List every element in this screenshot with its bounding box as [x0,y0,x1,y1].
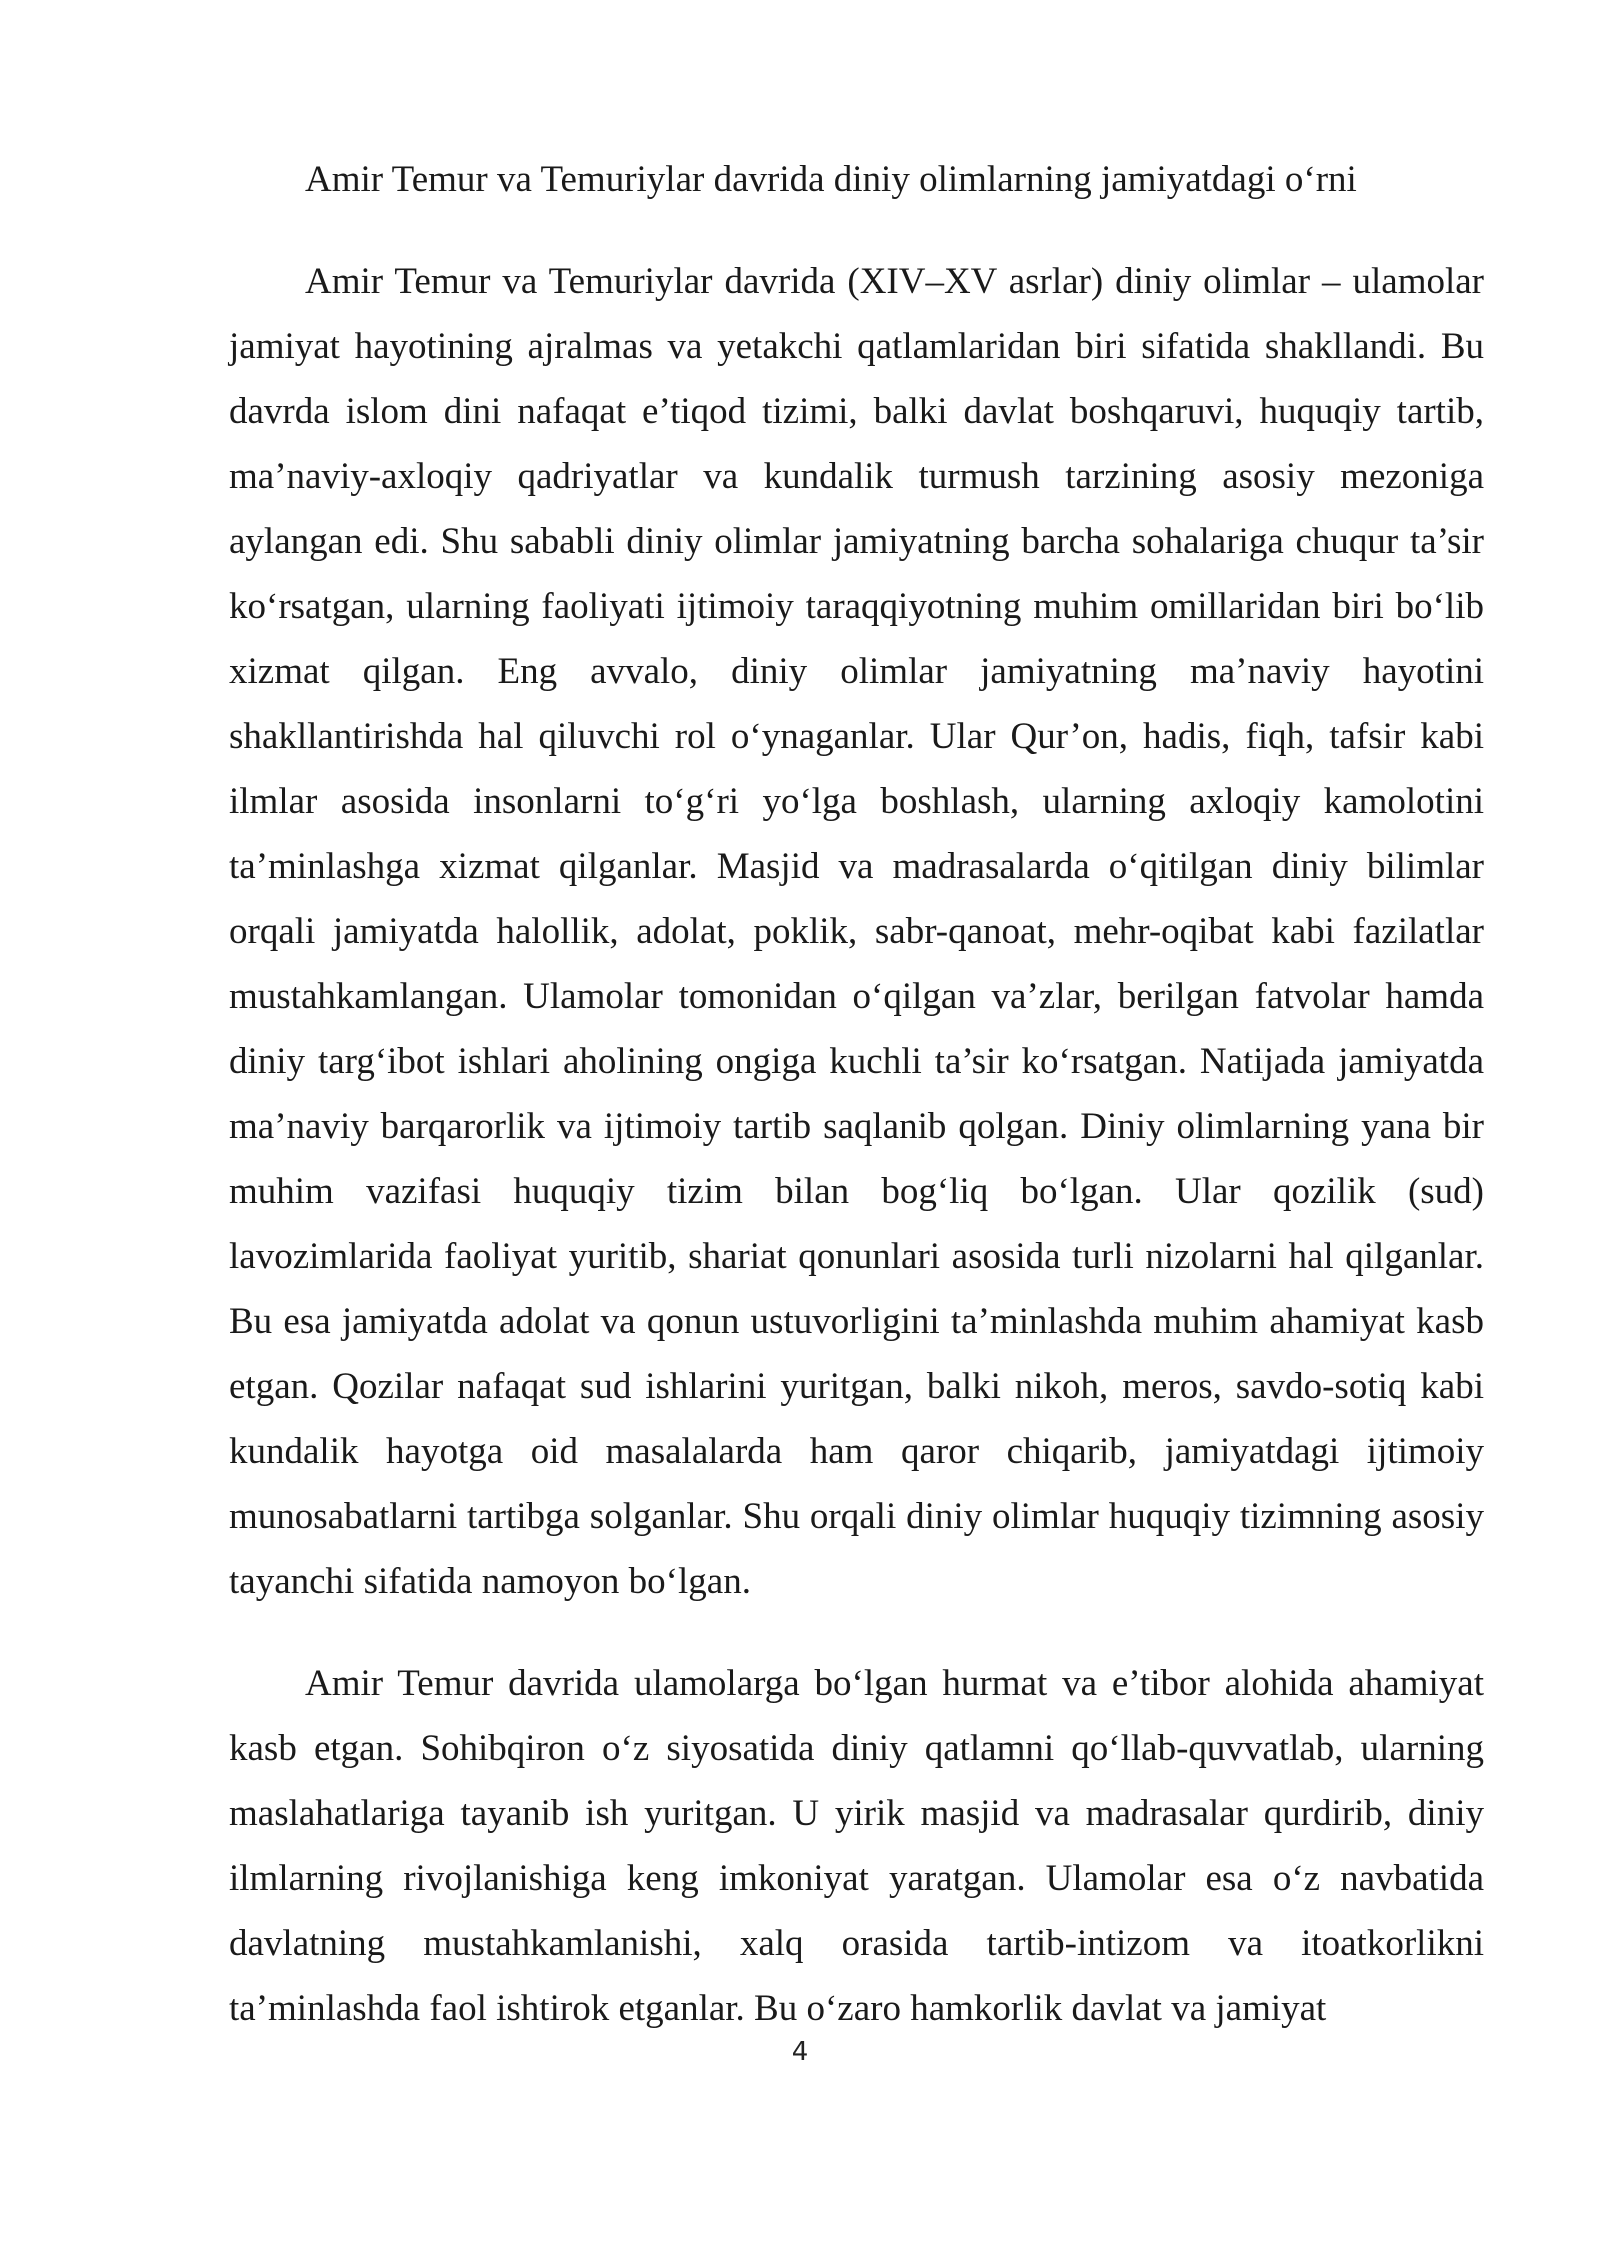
document-title: Amir Temur va Temuriylar davrida diniy olimlarning jamiyatdagi o‘rni [305,159,1357,200]
paragraph-2: Amir Temur davrida ulamolarga bo‘lgan hurmat va e’tibor alohida ahamiyat kasb etgan. Sohibqiron o‘z siyosatida diniy qatlamni qo‘llab-quvvatlab, ularning maslahatlariga tayanib ish yuritgan. U yirik masjid va madrasalar qurdirib, diniy ilmlarning rivojlanishiga keng imkoniyat yaratgan. Ulamolar esa o‘z navbatida davlatning mustahkamlanishi, xalq orasida tartib-intizom va itoatkorlikni ta’minlashda faol ishtirok etganlar. Bu o‘zaro hamkorlik davlat va jamiyat [229,1663,1484,2029]
paragraph-1: Amir Temur va Temuriylar davrida (XIV–XV asrlar) diniy olimlar – ulamolar jamiyat hayotining ajralmas va yetakchi qatlamlaridan biri sifatida shakllandi. Bu davrda islom dini nafaqat e’tiqod tizimi, balki davlat boshqaruvi, huquqiy tartib, ma’naviy-axloqiy qadriyatlar va kundalik turmush tarzining asosiy mezoniga aylangan edi. Shu sababli diniy olimlar jamiyatning barcha sohalariga chuqur ta’sir ko‘rsatgan, ularning faoliyati ijtimoiy taraqqiyotning muhim omillaridan biri bo‘lib xizmat qilgan. Eng avvalo, diniy olimlar jamiyatning ma’naviy hayotini shakllantirishda hal qiluvchi rol o‘ynaganlar. Ular Qur’on, hadis, fiqh, tafsir kabi ilmlar asosida insonlarni to‘g‘ri yo‘lga boshlash, ularning axloqiy kamolotini ta’minlashga xizmat qilganlar. Masjid va madrasalarda o‘qitilgan diniy bilimlar orqali jamiyatda halollik, adolat, poklik, sabr-qanoat, mehr-oqibat kabi fazilatlar mustahkamlangan. Ulamolar tomonidan o‘qilgan va’zlar, berilgan fatvolar hamda diniy targ‘ibot ishlari aholining ongiga kuchli ta’sir ko‘rsatgan. Natijada jamiyatda ma’naviy barqarorlik va ijtimoiy tartib saqlanib qolgan. Diniy olimlarning yana bir muhim vazifasi huquqiy tizim bilan bog‘liq bo‘lgan. Ular qozilik (sud) lavozimlarida faoliyat yuritib, shariat qonunlari asosida turli nizolarni hal qilganlar. Bu esa jamiyatda adolat va qonun ustuvorligini ta’minlashda muhim ahamiyat kasb etgan. Qozilar nafaqat sud ishlarini yuritgan, balki nikoh, meros, savdo-sotiq kabi kundalik hayotga oid masalalarda ham qaror chiqarib, jamiyatdagi ijtimoiy munosabatlarni tartibga solganlar. Shu orqali diniy olimlar huquqiy tizimning asosiy tayanchi sifatida namoyon bo‘lgan. [229,261,1484,1602]
document-body [229,147,1484,2041]
page-number: 4 [791,2037,809,2067]
